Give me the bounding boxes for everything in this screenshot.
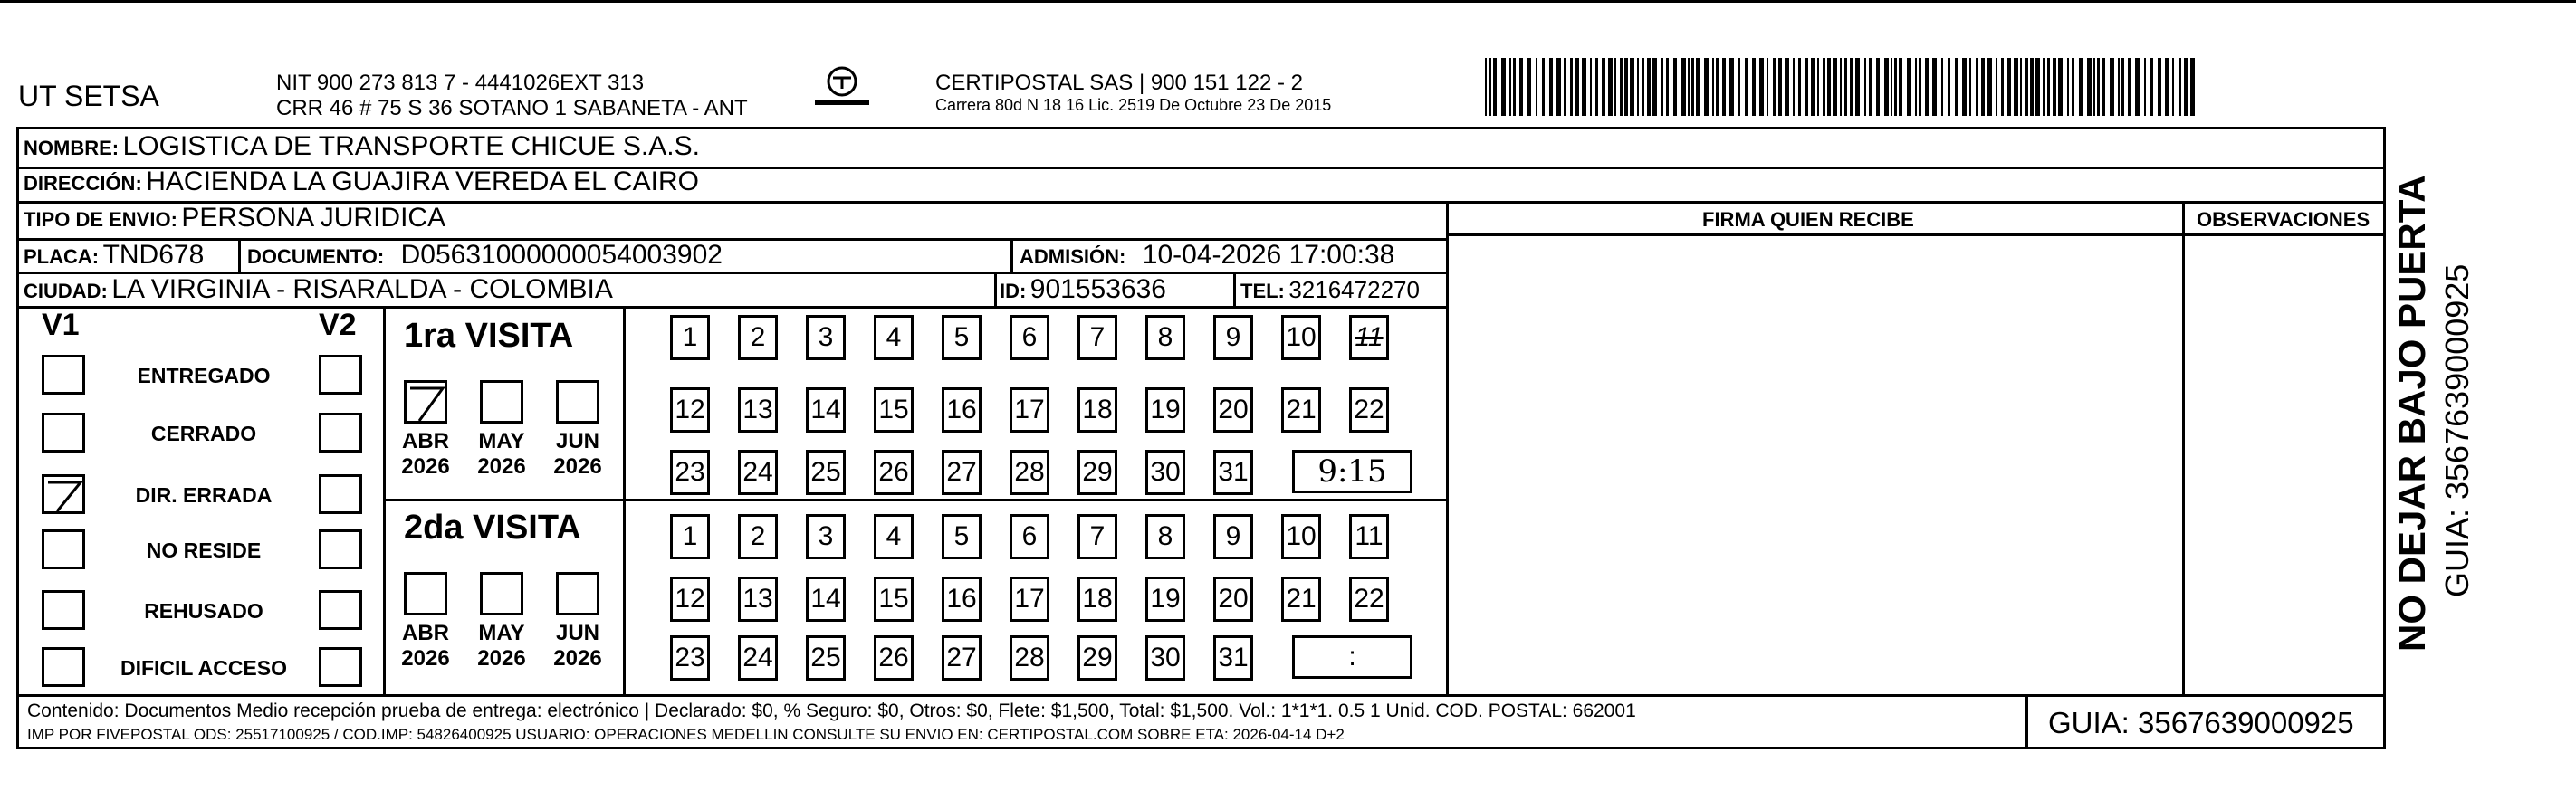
barcode-bar [1666, 58, 1669, 116]
footer-guia: GUIA: 3567639000925 [2048, 706, 2354, 739]
barcode-bar [1891, 58, 1892, 116]
day-box[interactable]: 7 [1077, 315, 1117, 360]
barcode-bar [1647, 58, 1651, 116]
row-line [1449, 233, 2386, 236]
barcode-bar [1696, 58, 1700, 116]
barcode-bar [1620, 58, 1623, 116]
day-box[interactable]: 20 [1213, 577, 1253, 622]
day-box[interactable]: 16 [942, 577, 982, 622]
tipo-value: PERSONA JURIDICA [181, 203, 446, 233]
day-box[interactable]: 9 [1213, 315, 1253, 360]
barcode-bar [1752, 58, 1756, 116]
day-box[interactable]: 19 [1145, 387, 1185, 433]
day-box[interactable]: 24 [738, 450, 778, 495]
day-box[interactable]: 18 [1077, 387, 1117, 433]
barcode-bar [1778, 58, 1782, 116]
day-box[interactable]: 13 [738, 577, 778, 622]
day-box[interactable]: 13 [738, 387, 778, 433]
status-label: DIFICIL ACCESO [120, 656, 287, 680]
v1-label: V1 [42, 308, 80, 342]
barcode-bar [1767, 58, 1768, 116]
barcode-bar [1969, 58, 1971, 116]
barcode-bar [1840, 58, 1842, 116]
barcode-bar [1691, 58, 1694, 116]
side-warning: NO DEJAR BAJO PUERTA [2390, 175, 2433, 652]
day-box[interactable]: 30 [1145, 635, 1185, 681]
documento-cell [247, 240, 723, 271]
nombre-label: NOMBRE: [24, 137, 120, 159]
day-box[interactable]: 3 [806, 514, 846, 559]
day-box[interactable]: 5 [942, 315, 982, 360]
barcode-bar [1759, 58, 1764, 116]
barcode-bar [2058, 58, 2063, 116]
barcode-bar [2053, 58, 2056, 116]
id-value: 901553636 [1029, 274, 1166, 304]
barcode-bar [1785, 58, 1789, 116]
time-box[interactable]: : [1292, 635, 1412, 679]
barcode-bar [2165, 58, 2169, 116]
placa-cell [24, 240, 204, 271]
admision-value: 10-04-2026 17:00:38 [1142, 240, 1395, 270]
day-box[interactable]: 7 [1077, 514, 1117, 559]
barcode-bar [1996, 58, 1997, 116]
month-label: JUN 2026 [553, 621, 602, 671]
nombre-value: LOGISTICA DE TRANSPORTE CHICUE S.A.S. [122, 131, 700, 161]
first-visit-label: 1ra VISITA [404, 317, 574, 355]
direccion-label: DIRECCIÓN: [24, 172, 142, 195]
barcode-bar [1556, 58, 1561, 116]
month-checkbox[interactable] [404, 572, 447, 615]
barcode-bar [1575, 58, 1579, 116]
row-line [16, 306, 1447, 309]
barcode-bar [1844, 58, 1847, 116]
col-line [2182, 201, 2185, 696]
barcode-bar [1509, 58, 1511, 116]
barcode-bar [1608, 58, 1613, 116]
top-border [0, 0, 2576, 3]
barcode-bar [1925, 58, 1929, 116]
day-box[interactable]: 1 [670, 514, 710, 559]
barcode-bar [2079, 58, 2083, 116]
barcode-bar [2087, 58, 2092, 116]
day-box[interactable]: 10 [1281, 315, 1321, 360]
barcode-bar [1823, 58, 1825, 116]
second-visit-label: 2da VISITA [404, 509, 581, 547]
barcode-bar [1948, 58, 1950, 116]
barcode-bar [2144, 58, 2146, 116]
barcode-bar [1894, 58, 1897, 116]
day-box[interactable]: 29 [1077, 635, 1117, 681]
documento-label: DOCUMENTO: [247, 245, 385, 268]
barcode-bar [1827, 58, 1831, 116]
barcode-bar [1907, 58, 1911, 116]
barcode-bar [2072, 58, 2074, 116]
documento-value: D05631000000054003902 [400, 240, 723, 270]
barcode-bar [1642, 58, 1644, 116]
barcode-bar [1884, 58, 1889, 116]
day-box[interactable]: 23 [670, 450, 710, 495]
barcode-bar [1519, 58, 1523, 116]
day-box[interactable]: 17 [1010, 577, 1049, 622]
barcode-bar [2135, 58, 2140, 116]
barcode-bar [2025, 58, 2028, 116]
day-box[interactable]: 9 [1213, 514, 1253, 559]
row-line [383, 499, 1447, 501]
barcode-bar [1704, 58, 1709, 116]
tel-value: 3216472270 [1288, 276, 1420, 303]
barcode-bar [2035, 58, 2040, 116]
day-box[interactable]: 22 [1349, 387, 1389, 433]
day-box[interactable]: 30 [1145, 450, 1185, 495]
barcode-bar [2184, 58, 2188, 116]
barcode-bar [1661, 58, 1663, 116]
side-guia: GUIA: 3567639000925 [2438, 263, 2475, 597]
day-box[interactable]: 12 [670, 577, 710, 622]
day-box[interactable]: 10 [1281, 514, 1321, 559]
ciudad-value: LA VIRGINIA - RISARALDA - COLOMBIA [111, 274, 613, 304]
day-box[interactable]: 27 [942, 635, 982, 681]
day-box[interactable]: 21 [1281, 387, 1321, 433]
month-label: ABR 2026 [401, 621, 450, 671]
tel-cell [1240, 276, 1420, 304]
barcode-bar [2001, 58, 2004, 116]
month-label: MAY 2026 [477, 621, 526, 671]
v2-checkbox[interactable] [319, 355, 362, 395]
v1-checkbox[interactable] [42, 647, 85, 687]
barcode-bar [1564, 58, 1566, 116]
day-box[interactable]: 3 [806, 315, 846, 360]
barcode-bar [2172, 58, 2174, 116]
barcode-bar [1919, 58, 1921, 116]
barcode-bar [2121, 58, 2124, 116]
v1-checkbox[interactable] [42, 529, 85, 569]
v2-label: V2 [319, 308, 357, 342]
v1-checkbox[interactable] [42, 590, 85, 630]
barcode-bar [1527, 58, 1531, 116]
footer-imp: IMP POR FIVEPOSTAL ODS: 25517100925 / COD.IMP: 54826400925 USUARIO: OPERACIONES MEDELLIN CONSULTE SU ENVIO EN: CERTIPOSTAL.COM SOBRE ETA: 2026-04-14 D+2 [27, 726, 1345, 743]
day-box[interactable]: 26 [874, 450, 914, 495]
day-box[interactable]: 31 [1213, 450, 1253, 495]
barcode-bar [1962, 58, 1967, 116]
check-mark-icon [44, 477, 84, 513]
day-box[interactable]: 19 [1145, 577, 1185, 622]
status-label: NO RESIDE [146, 538, 262, 562]
ciudad-cell [24, 274, 613, 305]
month-checkbox[interactable] [404, 380, 447, 424]
barcode-bar [1955, 58, 1958, 116]
tipo-row [24, 203, 445, 233]
barcode-bar [1570, 58, 1573, 116]
firma-label: FIRMA QUIEN RECIBE [1702, 208, 1914, 231]
day-box[interactable]: 6 [1010, 315, 1049, 360]
day-box[interactable]: 20 [1213, 387, 1253, 433]
barcode-bar [1614, 58, 1616, 116]
barcode-bar [1652, 58, 1657, 116]
row-line [16, 694, 2386, 697]
month-label: MAY 2026 [477, 429, 526, 479]
direccion-row [24, 167, 699, 197]
barcode-bar [1624, 58, 1628, 116]
day-box[interactable]: 14 [806, 577, 846, 622]
barcode-bar [1811, 58, 1815, 116]
barcode-bar [2014, 58, 2018, 116]
barcode-bar [1688, 58, 1690, 116]
day-box[interactable]: 25 [806, 450, 846, 495]
barcode-bar [1793, 58, 1795, 116]
col-line [238, 238, 241, 272]
status-label: ENTREGADO [137, 364, 271, 387]
barcode-bar [1485, 58, 1487, 116]
v2-checkbox[interactable] [319, 474, 362, 514]
barcode-bar [1987, 58, 1992, 116]
day-box[interactable]: 28 [1010, 450, 1049, 495]
v2-checkbox[interactable] [319, 647, 362, 687]
v1-checkbox[interactable] [42, 355, 85, 395]
address-line: CRR 46 # 75 S 36 SOTANO 1 SABANETA - ANT [276, 96, 748, 120]
barcode-bar [1590, 58, 1592, 116]
day-box[interactable]: 27 [942, 450, 982, 495]
admision-cell [1020, 240, 1394, 271]
month-checkbox[interactable] [480, 572, 523, 615]
barcode-bar [2110, 58, 2114, 116]
v1-checkbox[interactable] [42, 474, 85, 514]
barcode-bar [1673, 58, 1677, 116]
barcode-bar [2128, 58, 2131, 116]
barcode-bar [1941, 58, 1943, 116]
barcode-bar [1712, 58, 1714, 116]
barcode-bar [1798, 58, 1801, 116]
barcode-bar [1493, 58, 1497, 116]
barcode-bar [2190, 58, 2195, 116]
day-box[interactable]: 15 [874, 387, 914, 433]
barcode-bar [1817, 58, 1819, 116]
col-line [994, 272, 997, 307]
day-box[interactable]: 2 [738, 315, 778, 360]
v2-checkbox[interactable] [319, 529, 362, 569]
v2-checkbox[interactable] [319, 590, 362, 630]
barcode-bar [2007, 58, 2011, 116]
barcode-bar [1932, 58, 1937, 116]
day-box[interactable]: 22 [1349, 577, 1389, 622]
day-box[interactable]: 24 [738, 635, 778, 681]
day-box[interactable]: 28 [1010, 635, 1049, 681]
day-box[interactable]: 15 [874, 577, 914, 622]
barcode-bar [1745, 58, 1748, 116]
barcode-bar [2158, 58, 2161, 116]
id-cell [1000, 274, 1166, 305]
barcode-bar [1833, 58, 1837, 116]
day-box[interactable]: 14 [806, 387, 846, 433]
barcode-bar [1681, 58, 1686, 116]
day-box[interactable]: 5 [942, 514, 982, 559]
month-checkbox[interactable] [556, 572, 599, 615]
barcode-bar [1549, 58, 1553, 116]
barcode-bar [1513, 58, 1516, 116]
id-label: ID: [1000, 280, 1027, 302]
day-box[interactable]: 2 [738, 514, 778, 559]
day-box[interactable]: 17 [1010, 387, 1049, 433]
barcode-bar [1981, 58, 1985, 116]
day-box[interactable]: 16 [942, 387, 982, 433]
tipo-label: TIPO DE ENVIO: [24, 208, 177, 231]
status-label: CERRADO [150, 422, 257, 445]
barcode-bar [2030, 58, 2034, 116]
barcode-bar [2150, 58, 2153, 116]
time-box[interactable]: 9:15 [1292, 450, 1412, 493]
barcode-bar [1805, 58, 1808, 116]
month-checkbox[interactable] [556, 380, 599, 424]
day-box[interactable]: 23 [670, 635, 710, 681]
barcode-bar [2043, 58, 2045, 116]
barcode-bar [1595, 58, 1598, 116]
footer-contenido: Contenido: Documentos Medio recepción prueba de entrega: electrónico | Declarado: $0, % Seguro: $0, Otros: $0, Flete: $1,500, Total: $1,500. Vol.: 1*1*1. 0.5 1 Unid. COD. POSTAL: 662001 [27, 700, 1636, 721]
col-line [1010, 238, 1013, 272]
admision-label: ADMISIÓN: [1020, 245, 1126, 268]
day-box[interactable]: 21 [1281, 577, 1321, 622]
check-mark-icon [407, 383, 446, 423]
day-box[interactable]: 4 [874, 514, 914, 559]
day-box[interactable]: 12 [670, 387, 710, 433]
day-box[interactable] [1349, 315, 1389, 360]
direccion-value: HACIENDA LA GUAJIRA VEREDA EL CAIRO [146, 167, 699, 196]
barcode-bar [1773, 58, 1776, 116]
barcode-bar [1855, 58, 1860, 116]
barcode-bar [1915, 58, 1917, 116]
barcode [1485, 58, 2209, 116]
barcode-bar [1542, 58, 1545, 116]
barcode-bar [1876, 58, 1880, 116]
month-checkbox[interactable] [480, 380, 523, 424]
certipostal-logo [810, 65, 874, 112]
barcode-bar [2047, 58, 2050, 116]
barcode-bar [1716, 58, 1719, 116]
placa-label: PLACA: [24, 245, 100, 268]
barcode-bar [1536, 58, 1537, 116]
tel-label: TEL: [1240, 280, 1285, 302]
day-box[interactable]: 25 [806, 635, 846, 681]
barcode-bar [1630, 58, 1634, 116]
barcode-bar [2179, 58, 2181, 116]
v1-checkbox[interactable] [42, 413, 85, 453]
barcode-bar [2020, 58, 2022, 116]
day-box[interactable]: 1 [670, 315, 710, 360]
barcode-bar [2102, 58, 2105, 116]
col-line [1446, 201, 1449, 696]
barcode-bar [2118, 58, 2120, 116]
certipostal-line1: CERTIPOSTAL SAS | 900 151 122 - 2 [935, 71, 1303, 95]
barcode-bar [1869, 58, 1872, 116]
day-box[interactable]: 4 [874, 315, 914, 360]
day-box[interactable]: 8 [1145, 315, 1185, 360]
col-line [1233, 272, 1236, 307]
observaciones-label: OBSERVACIONES [2197, 208, 2370, 231]
month-label: JUN 2026 [553, 429, 602, 479]
nombre-row [24, 131, 700, 162]
barcode-bar [1637, 58, 1639, 116]
month-label: ABR 2026 [401, 429, 450, 479]
barcode-bar [1976, 58, 1978, 116]
day-box[interactable]: 8 [1145, 514, 1185, 559]
barcode-bar [1864, 58, 1866, 116]
col-line [2025, 694, 2028, 749]
day-box[interactable]: 6 [1010, 514, 1049, 559]
barcode-bar [1850, 58, 1853, 116]
barcode-bar [1722, 58, 1726, 116]
barcode-bar [1729, 58, 1734, 116]
day-box[interactable]: 18 [1077, 577, 1117, 622]
barcode-bar [1899, 58, 1902, 116]
barcode-bar [1501, 58, 1506, 116]
barcode-bar [1582, 58, 1586, 116]
day-box[interactable]: 31 [1213, 635, 1253, 681]
v2-checkbox[interactable] [319, 413, 362, 453]
day-box[interactable]: 11 [1349, 514, 1389, 559]
status-label: REHUSADO [144, 599, 263, 623]
barcode-bar [1489, 58, 1491, 116]
ciudad-label: CIUDAD: [24, 280, 108, 302]
day-marked: 11 [1355, 322, 1384, 352]
barcode-bar [2097, 58, 2100, 116]
placa-value: TND678 [102, 240, 205, 270]
barcode-bar [1602, 58, 1605, 116]
company-name: UT SETSA [18, 80, 159, 112]
barcode-bar [2093, 58, 2095, 116]
day-box[interactable]: 26 [874, 635, 914, 681]
day-box[interactable]: 29 [1077, 450, 1117, 495]
barcode-bar [1738, 58, 1740, 116]
certipostal-line2: Carrera 80d N 18 16 Lic. 2519 De Octubre 23 De 2015 [935, 96, 1332, 114]
barcode-bar [2067, 58, 2069, 116]
status-label: DIR. ERRADA [135, 483, 273, 507]
nit-line: NIT 900 273 813 7 - 4441026EXT 313 [276, 71, 645, 95]
